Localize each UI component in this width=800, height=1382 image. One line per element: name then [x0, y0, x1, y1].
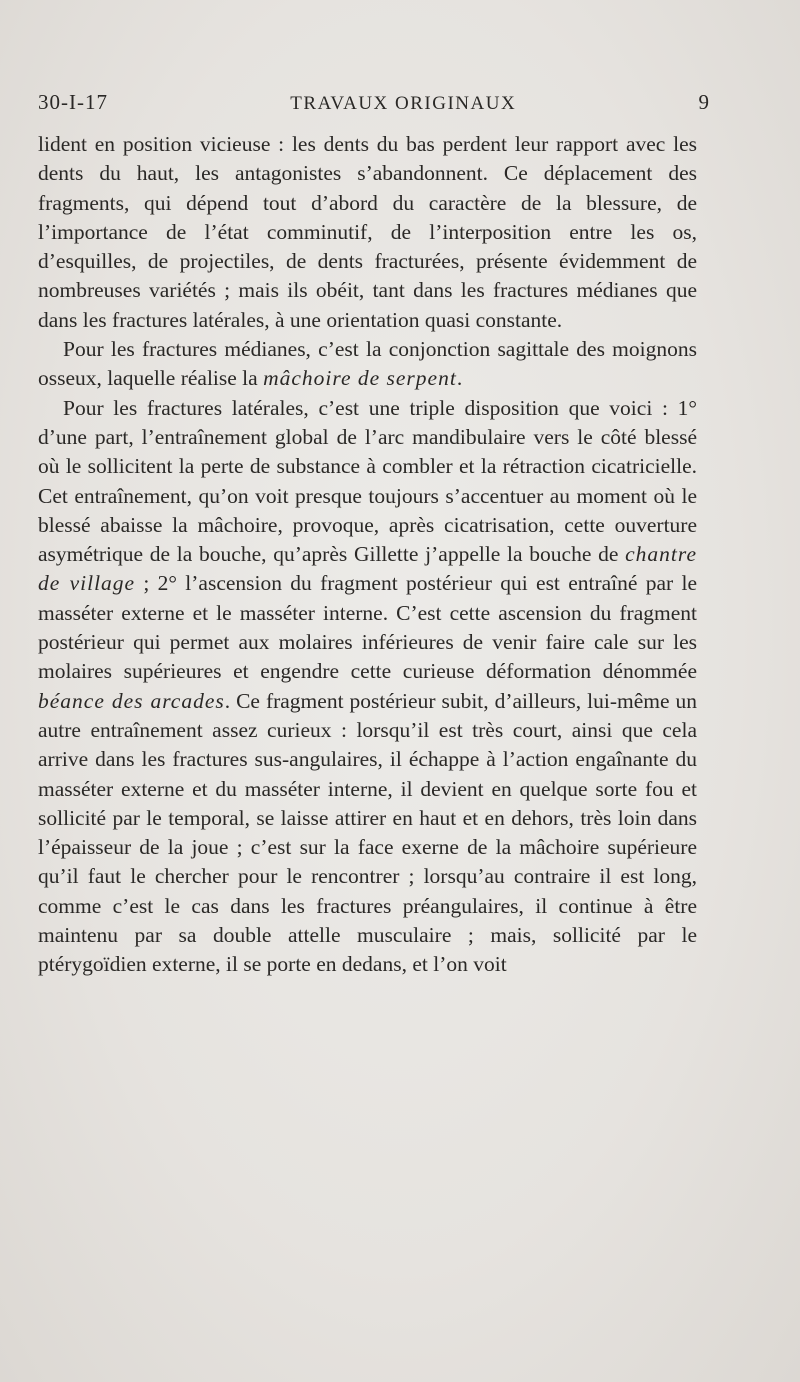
paragraph [38, 130, 697, 335]
body-text [38, 130, 697, 980]
text-run: ; 2° l’ascension du fragment postérieur qui est entraîné par le masséter externe et le masséter interne. C’est cette ascension du fragment postérieur qui permet aux molaires inférieures de venir faire cale sur les molaires supérieures et engendre cette curieuse déformation dénommée [38, 571, 697, 684]
paragraph [38, 394, 697, 980]
text-run: . Ce fragment postérieur subit, d’ailleurs, lui-même un autre entraînement assez curieux : lorsqu’il est très court, ainsi que cela arrive dans les fractures sus-angulaires, il échappe à l’action engaînante du masséter externe et du masséter interne, il devient en quelque sorte fou et sollicité par le temporal, se laisse attirer en haut et en dehors, très loin dans l’épaisseur de la joue ; c’est sur la face exerne de la mâchoire supérieure qu’il faut le chercher pour le rencontrer ; lorsqu’au contraire il est long, comme c’est le cas dans les fractures préangulaires, il continue à être maintenu par sa double attelle musculaire ; mais, sollicité par le ptérygoïdien externe, il se porte en dedans, et l’on voit [38, 688, 697, 977]
italic-term: chantre de village [38, 542, 697, 596]
paragraph [38, 335, 697, 394]
header-date: 30-I-17 [38, 90, 108, 114]
running-head [38, 90, 710, 126]
header-title: TRAVAUX ORIGINAUX [290, 93, 517, 114]
text-run: Pour les fractures médianes, c’est la conjonction sagittale des moignons osseux, laquelle réalise la [38, 337, 697, 391]
italic-term: mâchoire de serpent [263, 366, 457, 391]
text-run: . [456, 366, 463, 391]
page-number: 9 [698, 90, 710, 114]
text-run: lident en position vicieuse : les dents du bas perdent leur rapport avec les dents du haut, les antagonistes s’abandonnent. Ce déplacement des fragments, qui dépend tout d’abord du caractère de la blessure, de l’importance de l’état comminutif, de l’interposition entre les os, d’esquilles, de projectiles, de dents fracturées, présente évidemment de nombreuses variétés ; mais ils obéit, tant dans les fractures médianes que dans les fractures latérales, à une orientation quasi constante. [38, 132, 697, 332]
text-run: Pour les fractures latérales, c’est une triple disposition que voici : 1° d’une part, l’entraînement global de l’arc mandibulaire vers le côté blessé où le sollicitent la perte de substance à combler et la rétraction cicatricielle. Cet entraînement, qu’on voit presque toujours s’accentuer au moment où le blessé abaisse la mâchoire, provoque, après cicatrisation, cette ouverture asymétrique de la bouche, qu’après Gillette j’appelle la bouche de [38, 395, 697, 567]
italic-term: béance des arcades [38, 688, 225, 713]
